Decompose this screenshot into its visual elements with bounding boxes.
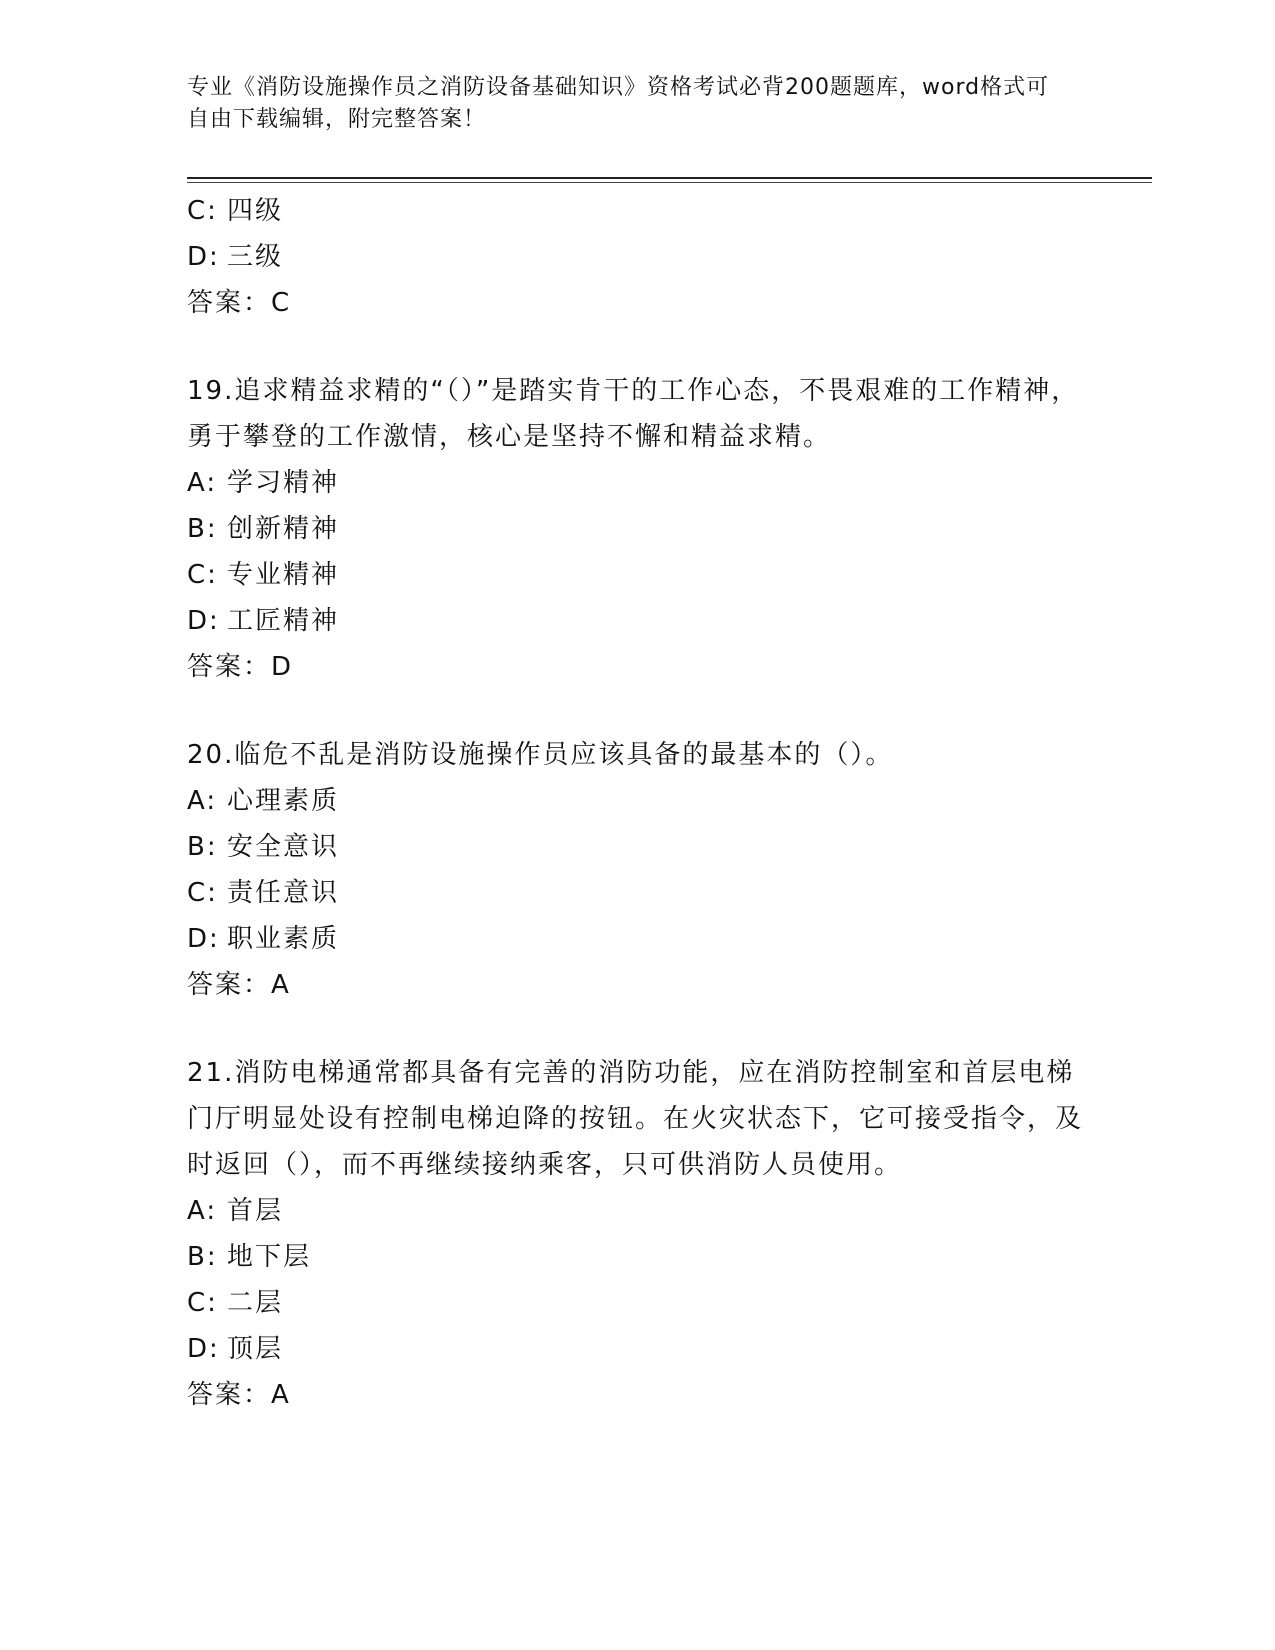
option-text: 顶层	[227, 1334, 284, 1364]
question-18-tail	[187, 188, 1087, 326]
option-letter: C:	[187, 560, 218, 590]
option-c	[187, 188, 1087, 234]
option-text: 地下层	[227, 1242, 312, 1272]
option-letter: A:	[187, 1196, 218, 1226]
spacer	[187, 1008, 1087, 1050]
option-d	[187, 234, 1087, 280]
answer-line: 答案：A	[187, 1380, 291, 1410]
option-a	[187, 778, 1087, 824]
document-header: 专业《消防设施操作员之消防设备基础知识》资格考试必背200题题库，word格式可自由下载编辑，附完整答案！	[187, 75, 1050, 132]
option-letter: B:	[187, 514, 218, 544]
option-c	[187, 1280, 1087, 1326]
option-text: 四级	[227, 196, 284, 226]
question-stem: 20.临危不乱是消防设施操作员应该具备的最基本的（）。	[187, 740, 894, 770]
option-c	[187, 552, 1087, 598]
option-letter: D:	[187, 924, 220, 954]
header-divider-thin	[187, 182, 1152, 183]
option-text: 工匠精神	[227, 606, 340, 636]
option-d	[187, 1326, 1087, 1372]
option-letter: B:	[187, 832, 218, 862]
question-20	[187, 732, 1087, 1008]
answer-line: 答案：C	[187, 288, 292, 318]
option-letter: C:	[187, 878, 218, 908]
option-letter: D:	[187, 606, 220, 636]
option-c	[187, 870, 1087, 916]
option-d	[187, 916, 1087, 962]
header-divider-thick	[187, 177, 1152, 179]
option-b	[187, 506, 1087, 552]
answer-line: 答案：D	[187, 652, 294, 682]
option-text: 责任意识	[227, 878, 340, 908]
option-b	[187, 824, 1087, 870]
option-letter: B:	[187, 1242, 218, 1272]
option-a	[187, 460, 1087, 506]
option-b	[187, 1234, 1087, 1280]
question-stem: 19.追求精益求精的“（）”是踏实肯干的工作心态，不畏艰难的工作精神，勇于攀登的工作激情，核心是坚持不懈和精益求精。	[187, 376, 1080, 452]
option-text: 创新精神	[227, 514, 340, 544]
option-letter: D:	[187, 1334, 220, 1364]
option-text: 安全意识	[227, 832, 340, 862]
option-text: 专业精神	[227, 560, 340, 590]
option-letter: A:	[187, 468, 218, 498]
option-text: 心理素质	[227, 786, 340, 816]
question-21	[187, 1050, 1087, 1418]
answer-line: 答案：A	[187, 970, 291, 1000]
option-letter: C:	[187, 196, 218, 226]
option-text: 三级	[227, 242, 284, 272]
question-list	[187, 188, 1087, 1418]
spacer	[187, 326, 1087, 368]
option-letter: C:	[187, 1288, 218, 1318]
option-d	[187, 598, 1087, 644]
option-a	[187, 1188, 1087, 1234]
option-text: 职业素质	[227, 924, 340, 954]
option-letter: A:	[187, 786, 218, 816]
question-19	[187, 368, 1087, 690]
option-text: 二层	[227, 1288, 284, 1318]
spacer	[187, 690, 1087, 732]
option-letter: D:	[187, 242, 220, 272]
option-text: 首层	[227, 1196, 284, 1226]
option-text: 学习精神	[227, 468, 340, 498]
question-stem: 21.消防电梯通常都具备有完善的消防功能，应在消防控制室和首层电梯门厅明显处设有控制电梯迫降的按钮。在火灾状态下，它可接受指令，及时返回（），而不再继续接纳乘客，只可供消防人员使用。	[187, 1058, 1084, 1180]
